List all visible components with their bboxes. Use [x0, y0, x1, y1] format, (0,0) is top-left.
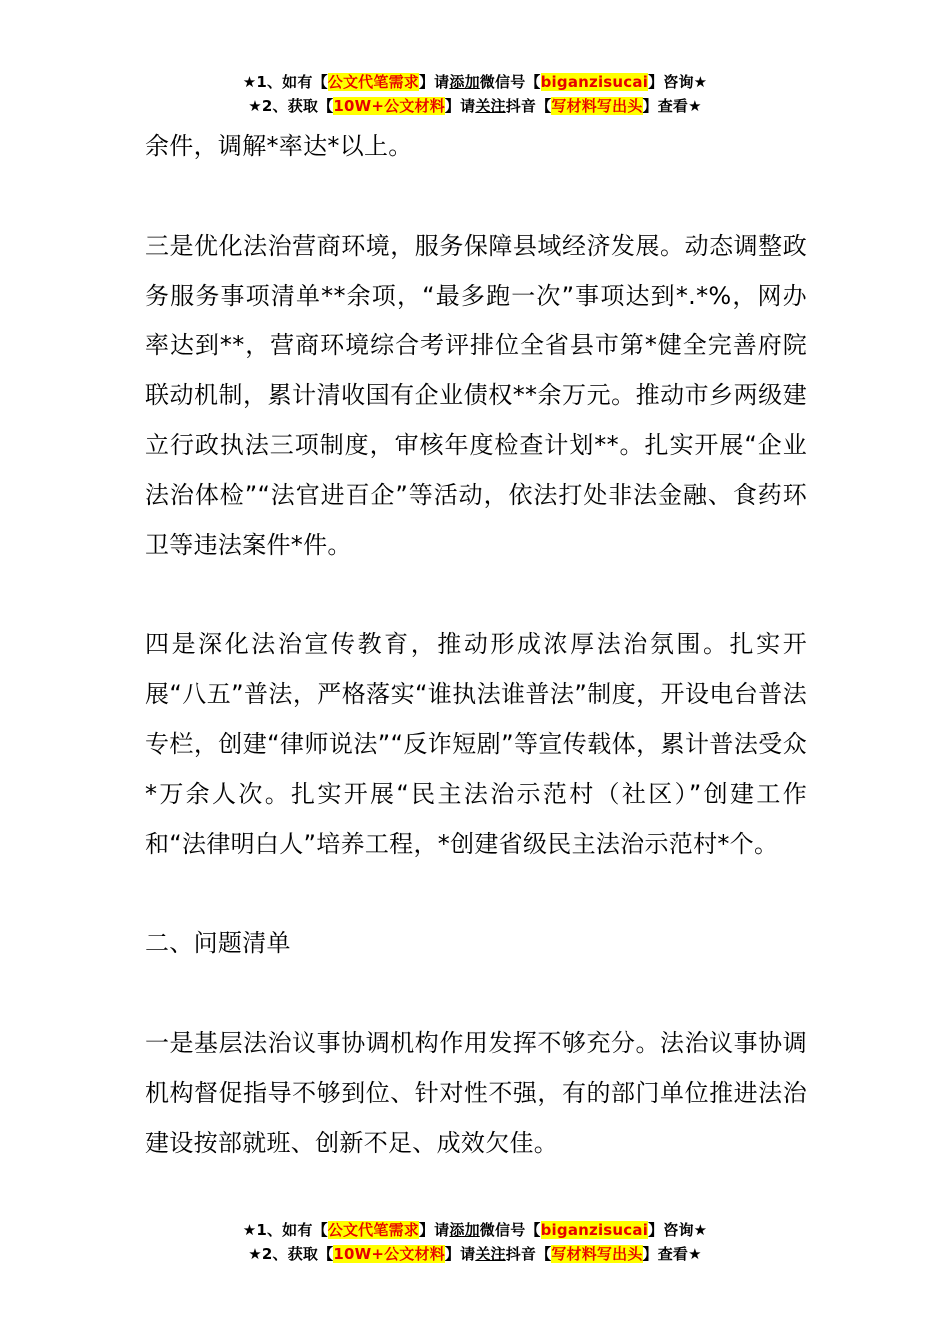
- section-heading: 二、问题清单: [145, 929, 291, 958]
- banner-text: 微信号【: [479, 1221, 541, 1239]
- banner-text: 】请: [418, 73, 450, 91]
- banner-highlight: 写材料写出头: [551, 1245, 643, 1263]
- banner-underlined: 关注: [475, 97, 506, 115]
- banner-text: 】咨询★: [648, 73, 708, 91]
- banner-line-1: [0, 70, 950, 94]
- banner-text: ★1、如有【: [242, 73, 328, 91]
- banner-line-2: [0, 1242, 950, 1266]
- banner-text: 】咨询★: [648, 1221, 708, 1239]
- banner-highlight: 写材料写出头: [551, 97, 643, 115]
- banner-highlight: 公文代笔需求: [327, 1221, 419, 1239]
- footer-banner: [0, 1218, 950, 1266]
- banner-underlined: 添加: [449, 73, 480, 91]
- banner-text: 】请: [444, 97, 476, 115]
- document-body: [145, 122, 807, 1169]
- paragraph-legal-education: 四是深化法治宣传教育，推动形成浓厚法治氛围。扎实开展“八五”普法，严格落实“谁执法谁普法”制度，开设电台普法专栏，创建“律师说法”“反诈短剧”等宣传载体，累计普法受众*万余人次。扎实开展“民主法治示范村（社区）”创建工作和“法律明白人”培养工程，*创建省级民主法治示范村*个。: [145, 630, 807, 858]
- banner-underlined: 添加: [449, 1221, 480, 1239]
- banner-text: 】请: [418, 1221, 450, 1239]
- header-banner: [0, 70, 950, 118]
- banner-text: 】查看★: [642, 1245, 702, 1263]
- banner-highlight: 10W+公文材料: [333, 1245, 445, 1263]
- paragraph-continuation: 余件，调解*率达*以上。: [145, 132, 413, 160]
- banner-underlined: 关注: [475, 1245, 506, 1263]
- banner-line-2: [0, 94, 950, 118]
- banner-text: 】请: [444, 1245, 476, 1263]
- banner-text: 抖音【: [505, 1245, 552, 1263]
- banner-highlight: biganzisucai: [540, 1221, 649, 1239]
- paragraph-business-environment: 三是优化法治营商环境，服务保障县域经济发展。动态调整政务服务事项清单**余项，“最多跑一次”事项达到*.*%，网办率达到**，营商环境综合考评排位全省县市第*健全完善府院联动机制，累计清收国有企业债权**余万元。推动市乡两级建立行政执法三项制度，审核年度检查计划**。扎实开展“企业法治体检”“法官进百企”等活动，依法打处非法金融、食药环卫等违法案件*件。: [145, 231, 807, 559]
- banner-highlight: 10W+公文材料: [333, 97, 445, 115]
- banner-highlight: 公文代笔需求: [327, 73, 419, 91]
- banner-text: ★2、获取【: [248, 1245, 334, 1263]
- banner-text: 微信号【: [479, 73, 541, 91]
- paragraph-problem-1: 一是基层法治议事协调机构作用发挥不够充分。法治议事协调机构督促指导不够到位、针对性不强，有的部门单位推进法治建设按部就班、创新不足、成效欠佳。: [145, 1029, 807, 1157]
- banner-text: 抖音【: [505, 97, 552, 115]
- banner-text: ★2、获取【: [248, 97, 334, 115]
- banner-highlight: biganzisucai: [540, 73, 649, 91]
- banner-text: 】查看★: [642, 97, 702, 115]
- banner-text: ★1、如有【: [242, 1221, 328, 1239]
- banner-line-1: [0, 1218, 950, 1242]
